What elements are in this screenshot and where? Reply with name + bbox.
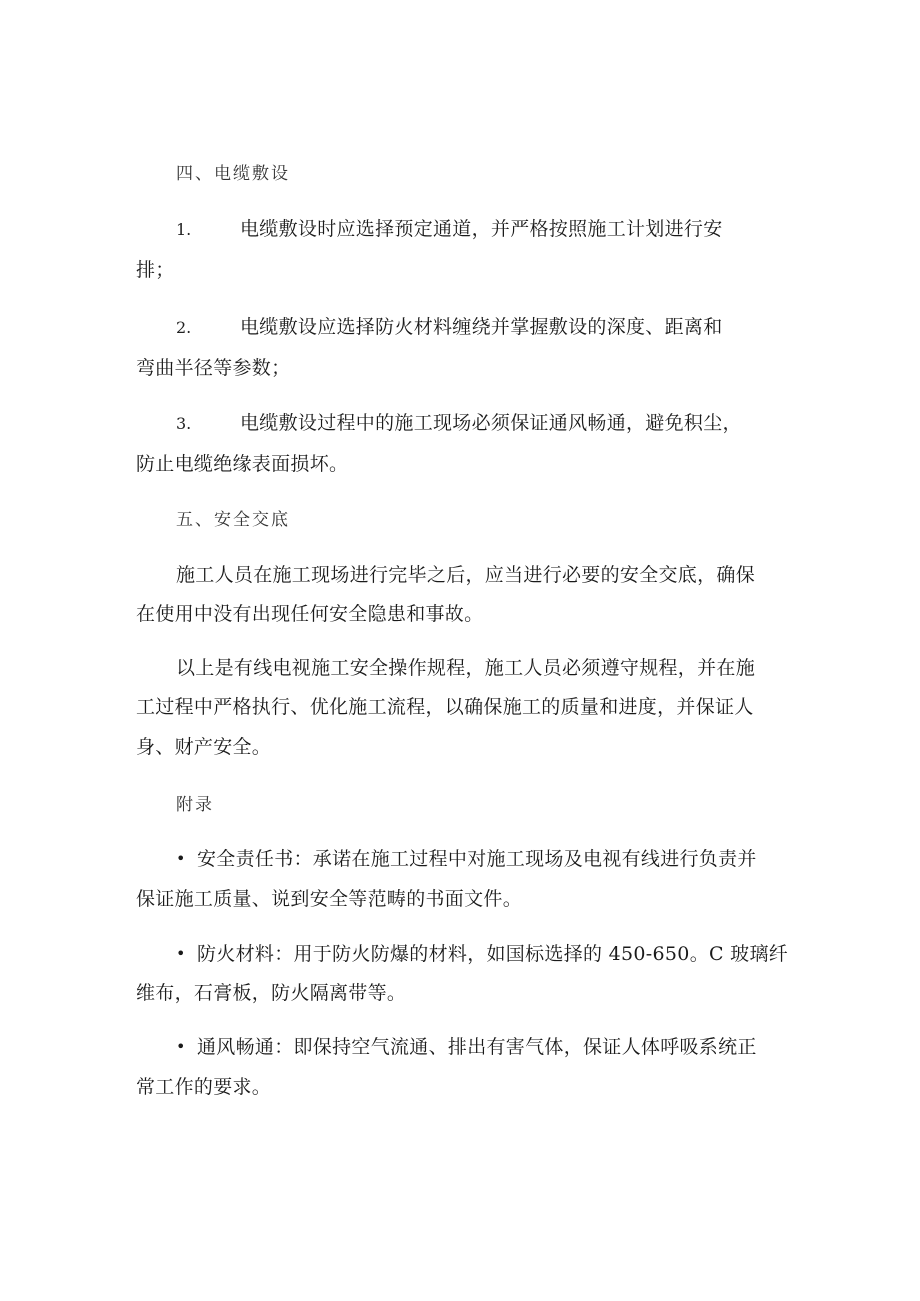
list-item-text-continued: 保证施工质量、说到安全等范畴的书面文件。 (136, 888, 523, 910)
list-item-text: 电缆敷设应选择防火材料缠绕并掌握敷设的深度、距离和 (240, 316, 723, 338)
list-item-text: 电缆敷设时应选择预定通道，并严格按照施工计划进行安 (240, 218, 723, 240)
paragraph-line: 施工人员在施工现场进行完毕之后，应当进行必要的安全交底，确保 (176, 564, 756, 586)
list-item-text-continued: 常工作的要求。 (136, 1076, 272, 1098)
section-heading-safety-briefing: 五、安全交底 (176, 510, 290, 530)
list-item-text: 防火材料：用于防火防爆的材料，如国标选择的 450-650。C 玻璃纤 (197, 943, 789, 965)
list-item-number: 3. (176, 414, 192, 433)
list-item-text: 电缆敷设过程中的施工现场必须保证通风畅通，避免积尘， (240, 412, 742, 434)
list-item-text-continued: 维布，石膏板，防火隔离带等。 (136, 982, 407, 1004)
paragraph-line: 以上是有线电视施工安全操作规程，施工人员必须遵守规程，并在施 (176, 657, 756, 679)
paragraph-line: 工过程中严格执行、优化施工流程，以确保施工的质量和进度，并保证人 (136, 696, 754, 718)
list-item-text: 安全责任书：承诺在施工过程中对施工现场及电视有线进行负责并 (197, 848, 757, 870)
section-heading-cable-laying: 四、电缆敷设 (176, 164, 290, 184)
paragraph-line: 在使用中没有出现任何安全隐患和事故。 (136, 603, 484, 625)
paragraph-line: 身、财产安全。 (136, 736, 272, 758)
bullet-icon: • (176, 944, 186, 963)
section-heading-appendix: 附录 (176, 795, 214, 815)
list-item-text-continued: 排； (136, 259, 175, 281)
bullet-icon: • (176, 1037, 186, 1056)
bullet-icon: • (176, 849, 186, 868)
list-item-text-continued: 防止电缆绝缘表面损坏。 (136, 453, 349, 475)
list-item-text-continued: 弯曲半径等参数； (136, 357, 291, 379)
list-item-number: 1. (176, 220, 192, 239)
list-item-number: 2. (176, 318, 192, 337)
list-item-text: 通风畅通：即保持空气流通、排出有害气体，保证人体呼吸系统正 (197, 1036, 757, 1058)
